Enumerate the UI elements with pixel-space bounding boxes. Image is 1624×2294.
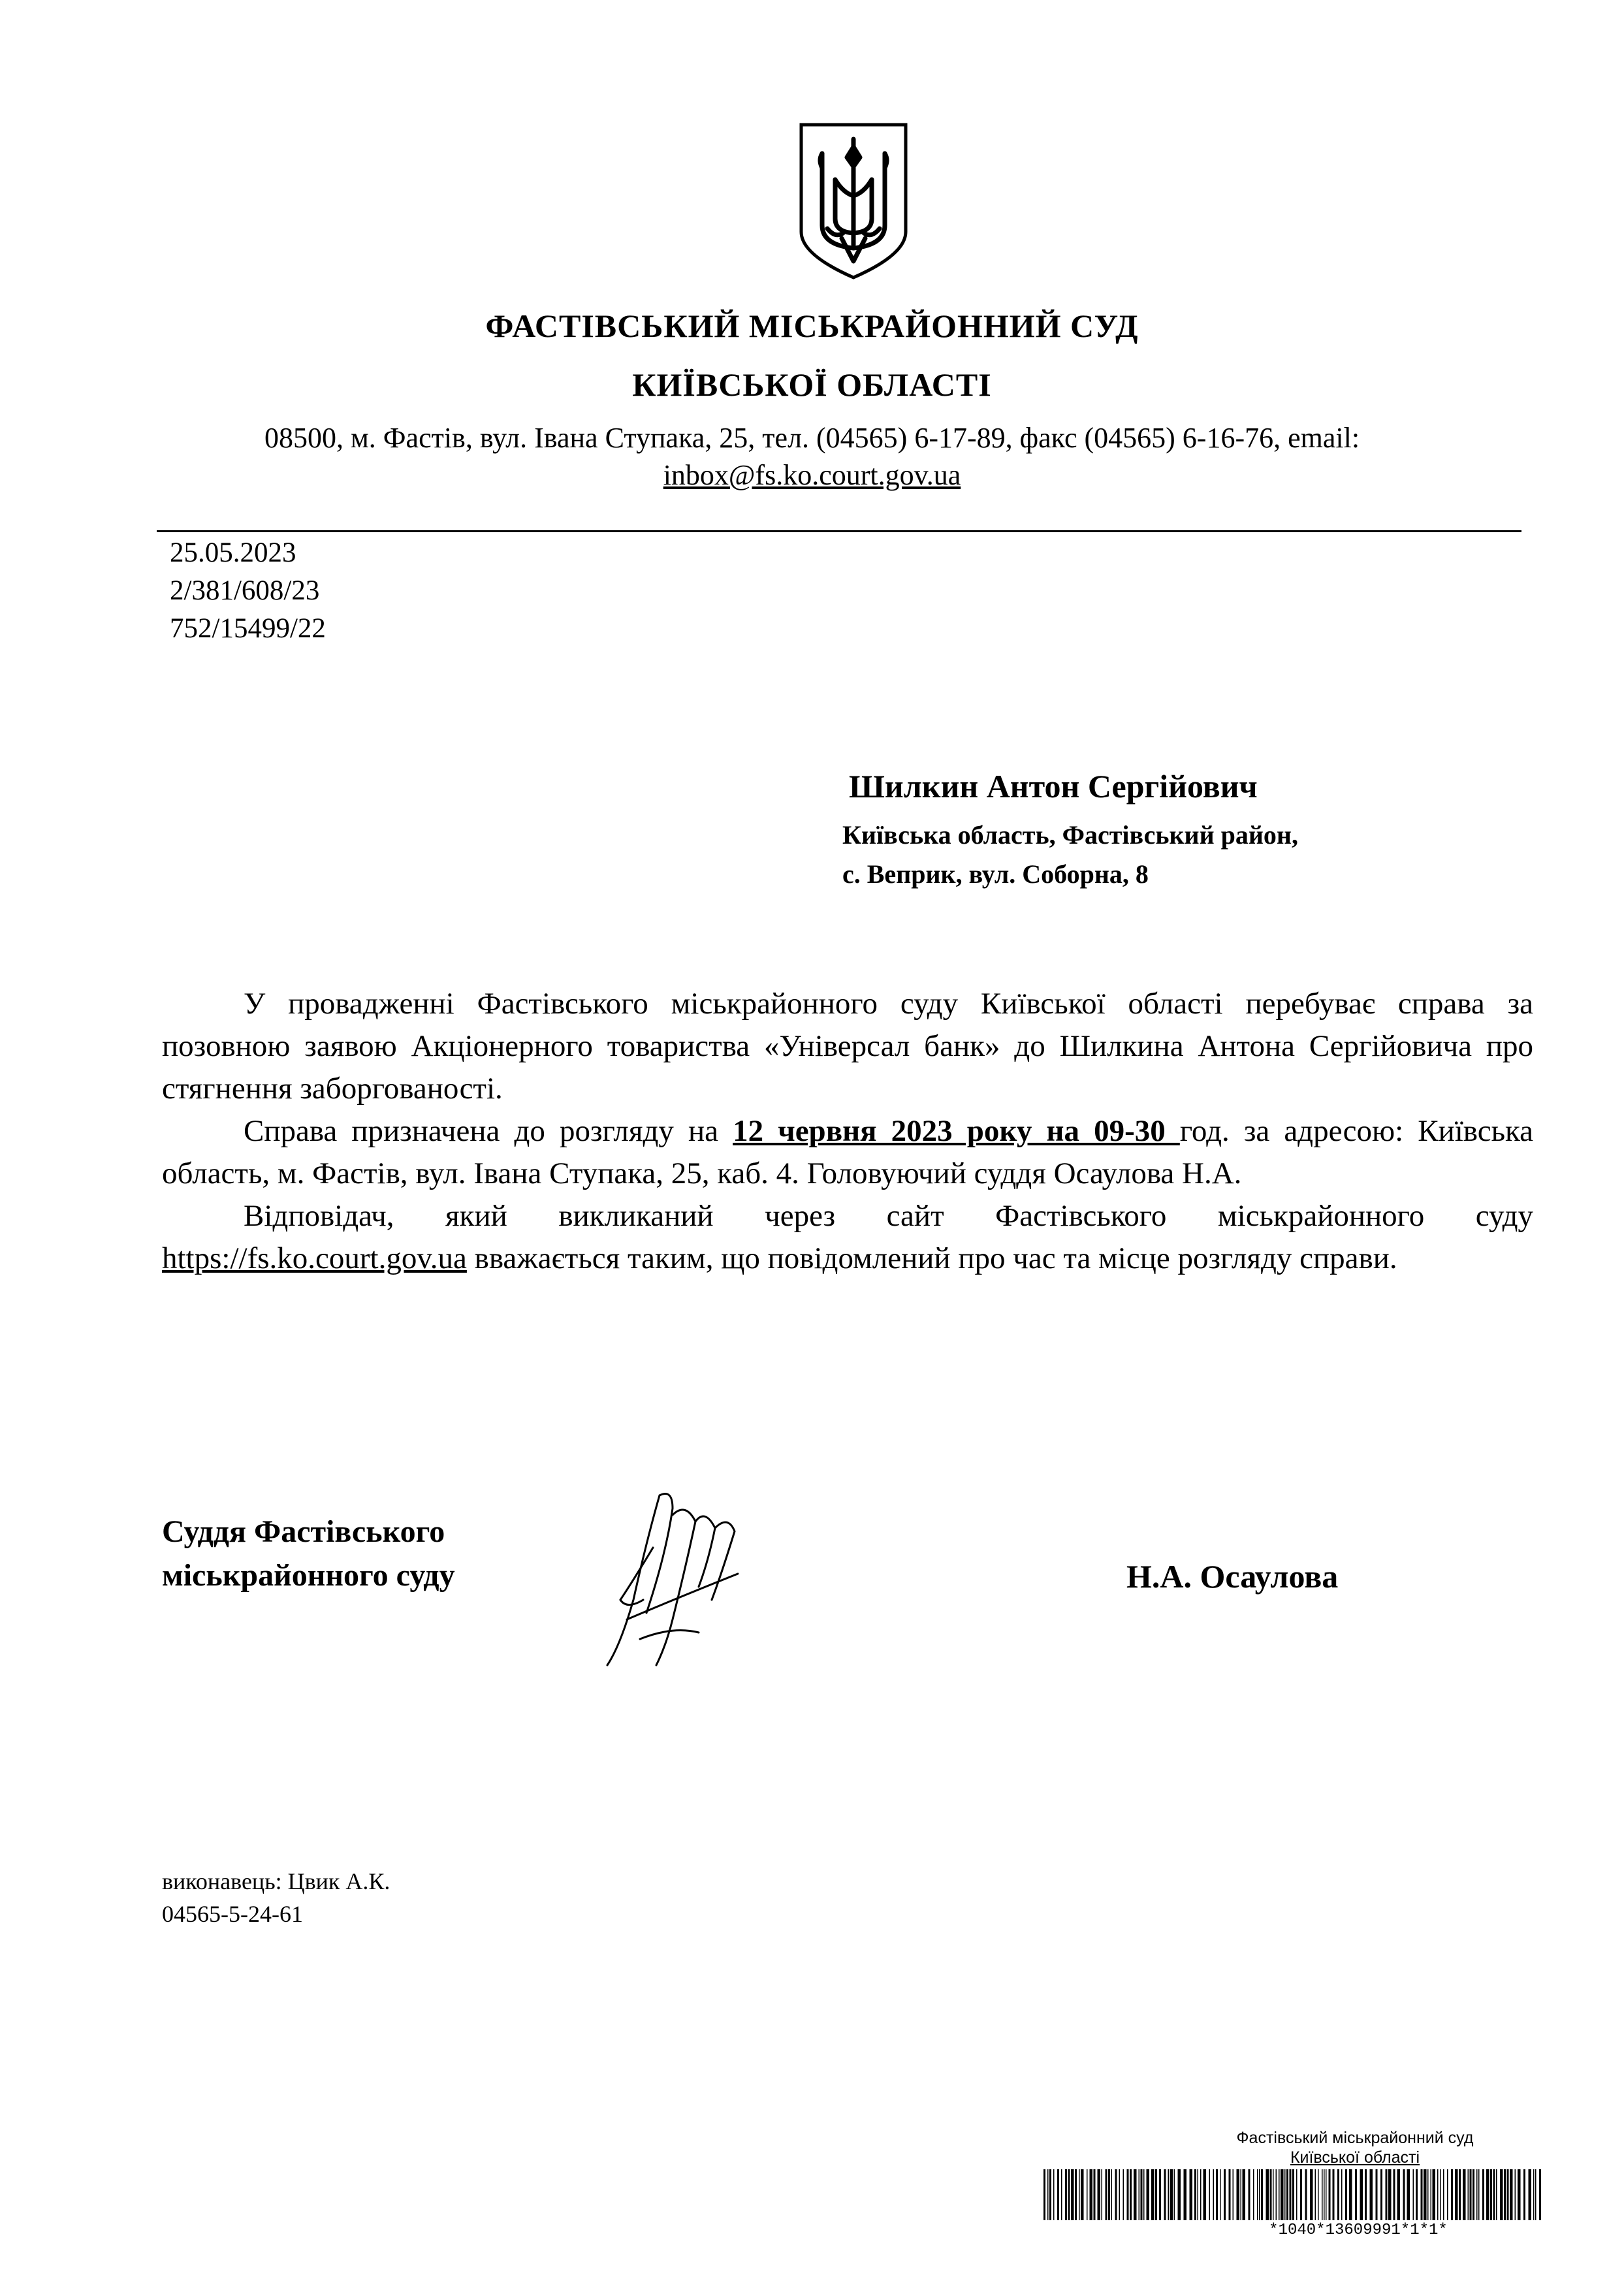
judge-title-line1: Суддя Фастівського (162, 1514, 445, 1549)
body-paragraph-1: У провадженні Фастівського міськрайонного суду Київської області перебуває справа за позовною заявою Акціонерного товариства «Універсал банк» до Шилкина Антона Сергійовича про стягнення заборгованості. (162, 987, 1533, 1106)
notice-outro: вважається таким, що повідомлений про час та місце розгляду справи. (466, 1241, 1397, 1275)
letter-body (162, 983, 1533, 1280)
barcode-number: *1040*13609991*1*1* (1269, 2222, 1448, 2239)
stamp-region: Київської області (1290, 2148, 1420, 2167)
hearing-location: год. за адресою: Київська область, м. Фастів, вул. Івана Ступака, 25, каб. 4. Головуючий суддя Осаулова Н.А. (162, 1114, 1534, 1190)
notice-intro: Відповідач, який викликаний через сайт Фастівського міськрайонного суду (244, 1199, 1533, 1233)
body-paragraph-3 (162, 1195, 1533, 1280)
ukraine-trident-icon (796, 121, 911, 280)
court-email-link[interactable]: inbox@fs.ko.court.gov.ua (663, 459, 961, 491)
executor-phone: 04565-5-24-61 (162, 1901, 303, 1927)
stamp-court-name: Фастівський міськрайонний суд (1236, 2129, 1474, 2147)
judge-title-line2: міськрайонного суду (162, 1558, 455, 1593)
hearing-intro: Справа призначена до розгляду на (244, 1114, 733, 1148)
barcode (1043, 2169, 1541, 2220)
letter-date: 25.05.2023 (170, 537, 296, 568)
case-number: 752/15499/22 (170, 613, 326, 644)
court-name-line2: КИЇВСЬКОЇ ОБЛАСТІ (632, 366, 992, 403)
addressee-address-line1: Київська область, Фастівський район, (842, 820, 1298, 850)
body-paragraph-2 (162, 1110, 1533, 1195)
executor-name: виконавець: Цвик А.К. (162, 1868, 390, 1894)
judge-name: Н.А. Осаулова (1126, 1558, 1339, 1595)
court-name-line1: ФАСТІВСЬКИЙ МІСЬКРАЙОННИЙ СУД (485, 308, 1139, 344)
handwritten-signature (581, 1469, 771, 1678)
court-contacts: 08500, м. Фастів, вул. Івана Ступака, 25, тел. (04565) 6-17-89, факс (04565) 6-16-76, email: (264, 422, 1360, 454)
outgoing-number: 2/381/608/23 (170, 575, 320, 606)
header-divider (157, 530, 1521, 532)
hearing-date-time: 12 червня 2023 року на 09-30 (733, 1114, 1180, 1148)
court-website-link[interactable]: https://fs.ko.court.gov.ua (162, 1241, 467, 1275)
addressee-address-line2: с. Веприк, вул. Соборна, 8 (842, 859, 1149, 889)
addressee-name: Шилкин Антон Сергійович (849, 768, 1258, 804)
